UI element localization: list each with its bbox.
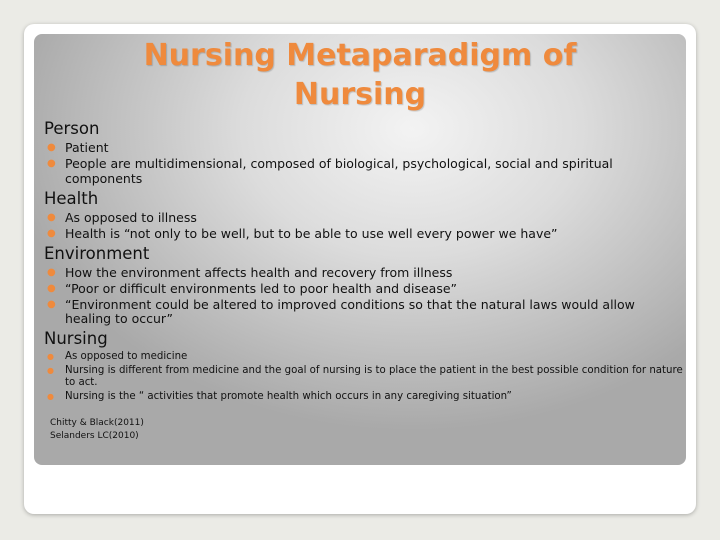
bullet-icon: ● (47, 298, 56, 310)
bullet-icon: ● (47, 266, 56, 278)
section-heading-environment: Environment (44, 243, 150, 263)
section-heading-nursing: Nursing (44, 329, 108, 348)
list-item (44, 211, 684, 226)
list-item-text: How the environment affects health and recovery from illness (65, 264, 453, 280)
list-item (44, 298, 684, 327)
list-item (44, 365, 684, 388)
bullet-icon: ● (47, 227, 56, 239)
list-item-text: Nursing is different from medicine and the goal of nursing is to place the patient in the best possible condition for nature to act. (65, 365, 683, 388)
list-item-text: “Environment could be altered to improved conditions so that the natural laws would allow healing to occur” (65, 296, 635, 326)
list-item (44, 266, 684, 281)
section-heading-person: Person (44, 119, 100, 138)
bullet-icon: ● (47, 391, 54, 401)
list-item-text: Patient (65, 140, 109, 155)
bullet-icon: ● (47, 211, 56, 223)
list-item (44, 351, 684, 363)
bullet-icon: ● (47, 352, 54, 361)
bullet-icon: ● (47, 142, 56, 153)
bullet-icon: ● (47, 158, 56, 169)
list-item (44, 157, 684, 186)
bullet-icon: ● (47, 282, 56, 294)
section-heading-health: Health (44, 188, 99, 208)
list-item-text: As opposed to medicine (65, 351, 188, 362)
reference-line: Chitty & Black(2011) (50, 418, 144, 429)
list-item-text: People are multidimensional, composed of biological, psychological, social and spiritual components (65, 156, 613, 186)
slide-title-line-2: Nursing (293, 77, 427, 112)
slide-title (34, 36, 686, 114)
slide-body (44, 118, 684, 442)
list-item-text: Health is “not only to be well, but to be able to use well every power we have” (65, 225, 558, 241)
list-item-text: As opposed to illness (65, 209, 197, 225)
list-item-text: “Poor or difficult environments led to poor health and disease” (65, 280, 457, 296)
list-item (44, 141, 684, 156)
list-item-text: Nursing is the “ activities that promote health which occurs in any caregiving situation” (65, 390, 512, 402)
references (44, 417, 684, 442)
list-item (44, 282, 684, 297)
reference-line: Selanders LC(2010) (50, 430, 139, 441)
slide-title-line-1: Nursing Metaparadigm of (143, 38, 577, 73)
bullet-icon: ● (47, 366, 54, 376)
list-item (44, 391, 684, 403)
list-item (44, 227, 684, 242)
